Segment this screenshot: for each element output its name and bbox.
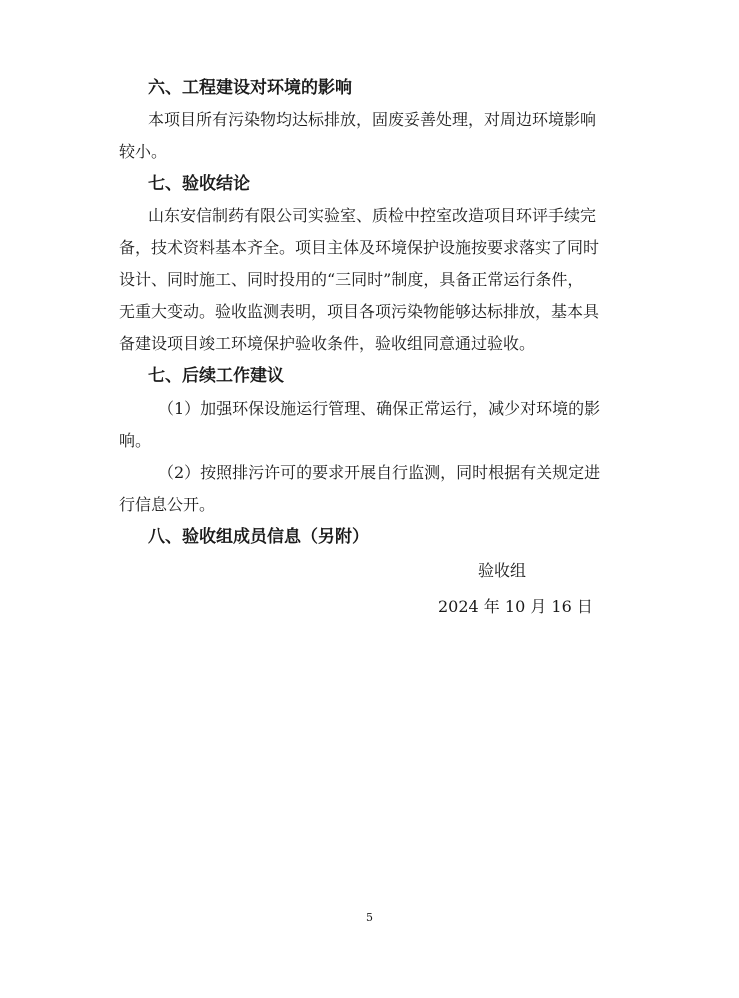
list-item-line: 响。 xyxy=(119,431,152,450)
list-item-line: （2）按照排污许可的要求开展自行监测，同时根据有关规定进 xyxy=(158,463,601,482)
section-heading-impact: 六、工程建设对环境的影响 xyxy=(148,78,352,98)
signature-date: 2024 年 10 月 16 日 xyxy=(438,597,593,616)
paragraph-line: 较小。 xyxy=(119,142,168,161)
paragraph-line: 备，技术资料基本齐全。项目主体及环境保护设施按要求落实了同时 xyxy=(119,238,600,257)
paragraph-line: 无重大变动。验收监测表明，项目各项污染物能够达标排放，基本具 xyxy=(119,302,600,321)
paragraph-line: 设计、同时施工、同时投用的“三同时”制度，具备正常运行条件， xyxy=(119,270,584,289)
list-item-line: 行信息公开。 xyxy=(119,495,216,514)
paragraph-line: 山东安信制药有限公司实验室、质检中控室改造项目环评手续完 xyxy=(148,206,597,225)
section-heading-members: 八、验收组成员信息（另附） xyxy=(148,527,369,547)
list-item-line: （1）加强环保设施运行管理、确保正常运行，减少对环境的影 xyxy=(158,399,601,418)
page-number: 5 xyxy=(366,911,373,924)
signature-group: 验收组 xyxy=(478,561,527,580)
section-heading-conclusion: 七、验收结论 xyxy=(148,174,250,194)
section-heading-followup: 七、后续工作建议 xyxy=(148,366,284,386)
paragraph-line: 本项目所有污染物均达标排放，固废妥善处理，对周边环境影响 xyxy=(148,110,597,129)
paragraph-line: 备建设项目竣工环境保护验收条件，验收组同意通过验收。 xyxy=(119,334,536,353)
